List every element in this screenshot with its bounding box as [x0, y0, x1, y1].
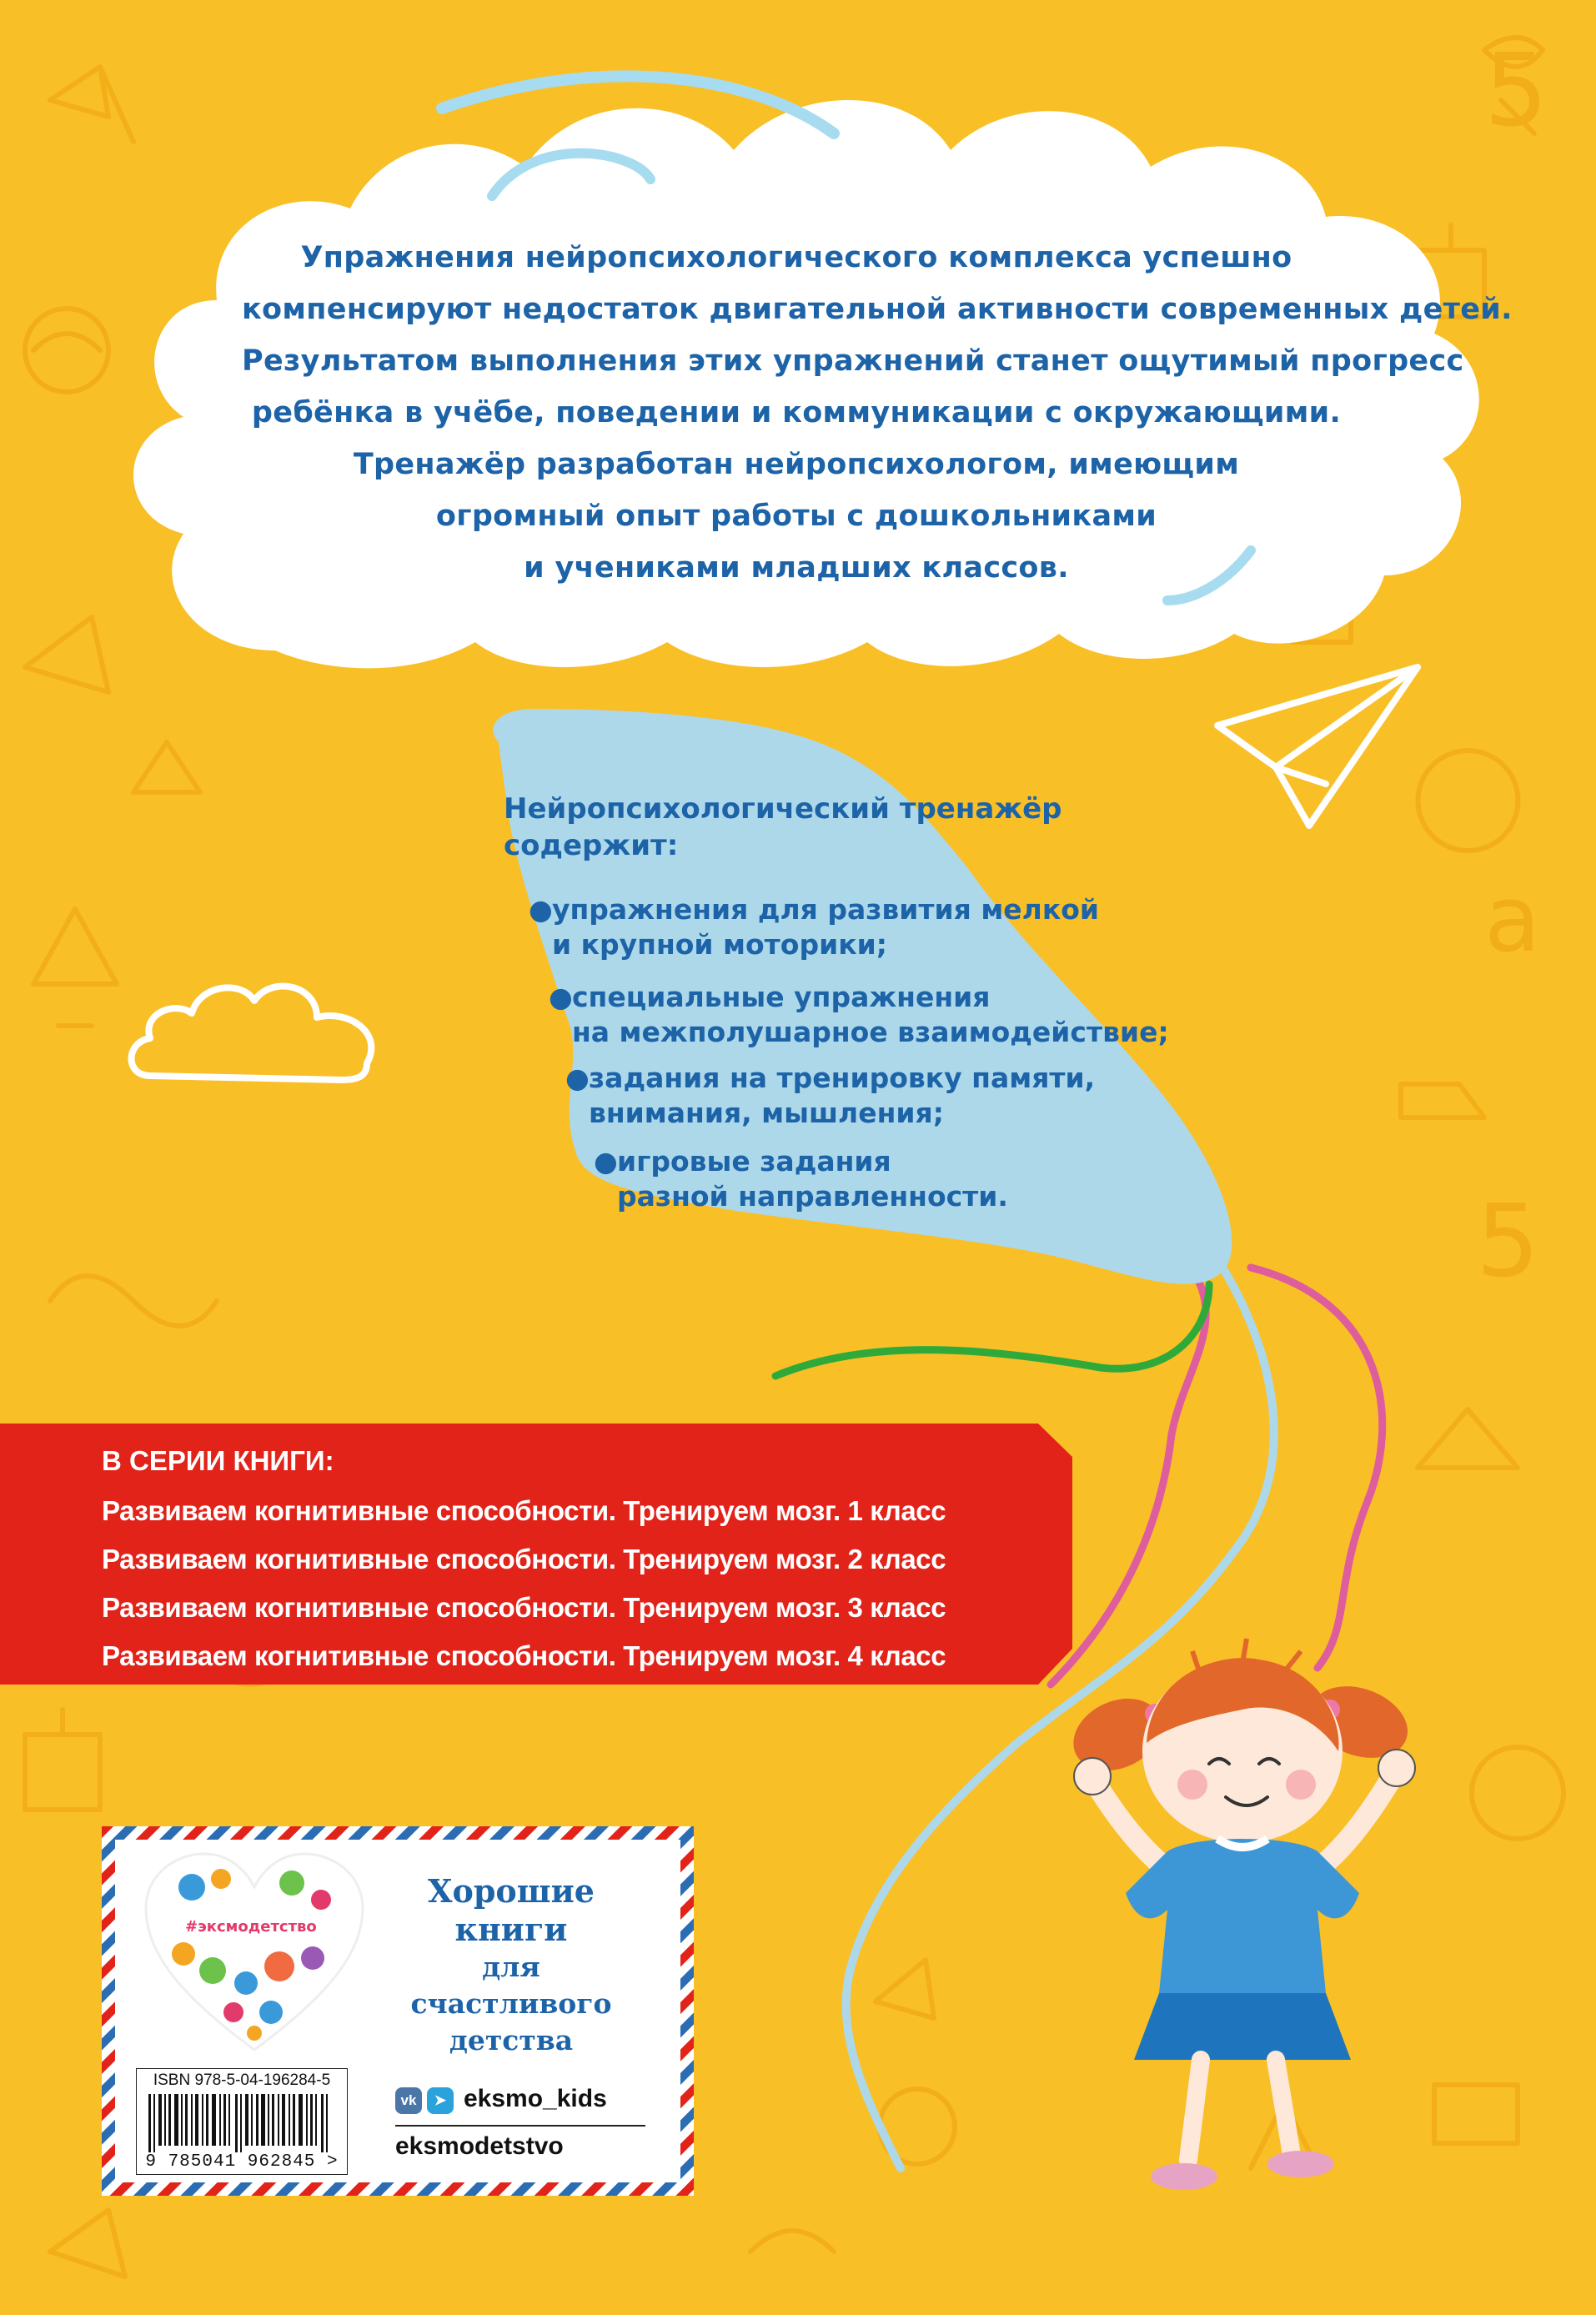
- barcode-icon: [148, 2094, 335, 2152]
- kite-title: [504, 791, 1062, 864]
- kite-list-item: [529, 892, 1100, 962]
- series-book: Развиваем когнитивные способности. Тренируем мозг. 2 класс: [102, 1544, 946, 1574]
- kite-title-line: содержит:: [504, 829, 679, 862]
- heart-logo-icon: [142, 1850, 367, 2054]
- divider: [395, 2125, 645, 2127]
- kite-item-line: внимания, мышления;: [589, 1097, 944, 1129]
- girl-illustration: [1051, 1626, 1443, 2210]
- vk-icon: vk: [395, 2087, 422, 2114]
- slogan: [382, 1872, 640, 2059]
- bullet-icon: ●: [594, 1145, 618, 1178]
- slogan-line: для счастливого: [410, 1951, 612, 2020]
- series-book: Развиваем когнитивные способности. Тренируем мозг. 3 класс: [102, 1592, 946, 1623]
- cloud-line: компенсируют недостаток двигательной активности современных детей.: [242, 293, 1513, 326]
- cloud-line: Результатом выполнения этих упражнений станет ощутимый прогресс: [242, 344, 1464, 378]
- kite-item-line: специальные упражнения: [572, 981, 991, 1013]
- cloud-line: Упражнения нейропсихологического комплекса успешно: [300, 241, 1292, 274]
- cloud-line: ребёнка в учёбе, поведении и коммуникации с окружающими.: [251, 396, 1342, 429]
- cloud-line: Тренажёр разработан нейропсихологом, имеющим: [353, 448, 1240, 481]
- slogan-line: Хорошие: [428, 1872, 595, 1910]
- bullet-icon: ●: [529, 893, 553, 926]
- slogan-line: детства: [449, 2024, 574, 2056]
- heart-hashtag: #эксмодетство: [185, 1918, 317, 1936]
- kite-item-line: на межполушарное взаимодействие;: [572, 1016, 1169, 1048]
- kite-title-line: Нейропсихологический тренажёр: [504, 792, 1062, 826]
- cloud-line: и учениками младших классов.: [524, 551, 1069, 585]
- svg-text:5: 5: [1484, 33, 1548, 149]
- svg-text:a: a: [1484, 866, 1541, 972]
- kite-item-line: игровые задания: [617, 1145, 891, 1178]
- barcode-digits: 9 785041 962845 >: [145, 2152, 339, 2172]
- kite-item-line: разной направленности.: [617, 1180, 1008, 1213]
- svg-text:5: 5: [1476, 1184, 1540, 1300]
- cloud-line: огромный опыт работы с дошкольниками: [435, 500, 1157, 533]
- isbn-barcode: [136, 2068, 348, 2175]
- bullet-icon: ●: [565, 1062, 590, 1094]
- telegram-icon: ➤: [427, 2087, 454, 2114]
- social-handle-kids[interactable]: eksmo_kids: [464, 2085, 607, 2112]
- kite-item-line: и крупной моторики;: [552, 928, 887, 961]
- kite-list-item: [549, 980, 1169, 1050]
- kite-item-line: задания на тренировку памяти,: [589, 1062, 1096, 1094]
- series-book: Развиваем когнитивные способности. Тренируем мозг. 1 класс: [102, 1495, 946, 1526]
- social-handle-detstvo[interactable]: eksmodetstvo: [395, 2132, 564, 2160]
- kite-item-line: упражнения для развития мелкой: [552, 893, 1100, 926]
- series-title: В СЕРИИ КНИГИ:: [102, 1445, 334, 1476]
- isbn-label: ISBN 978-5-04-196284-5: [153, 2071, 331, 2089]
- bullet-icon: ●: [549, 981, 573, 1013]
- series-book: Развиваем когнитивные способности. Тренируем мозг. 4 класс: [102, 1640, 946, 1671]
- kite-list-item: [594, 1144, 1008, 1214]
- slogan-line: книги: [454, 1911, 568, 1948]
- kite-list-item: [565, 1061, 1096, 1131]
